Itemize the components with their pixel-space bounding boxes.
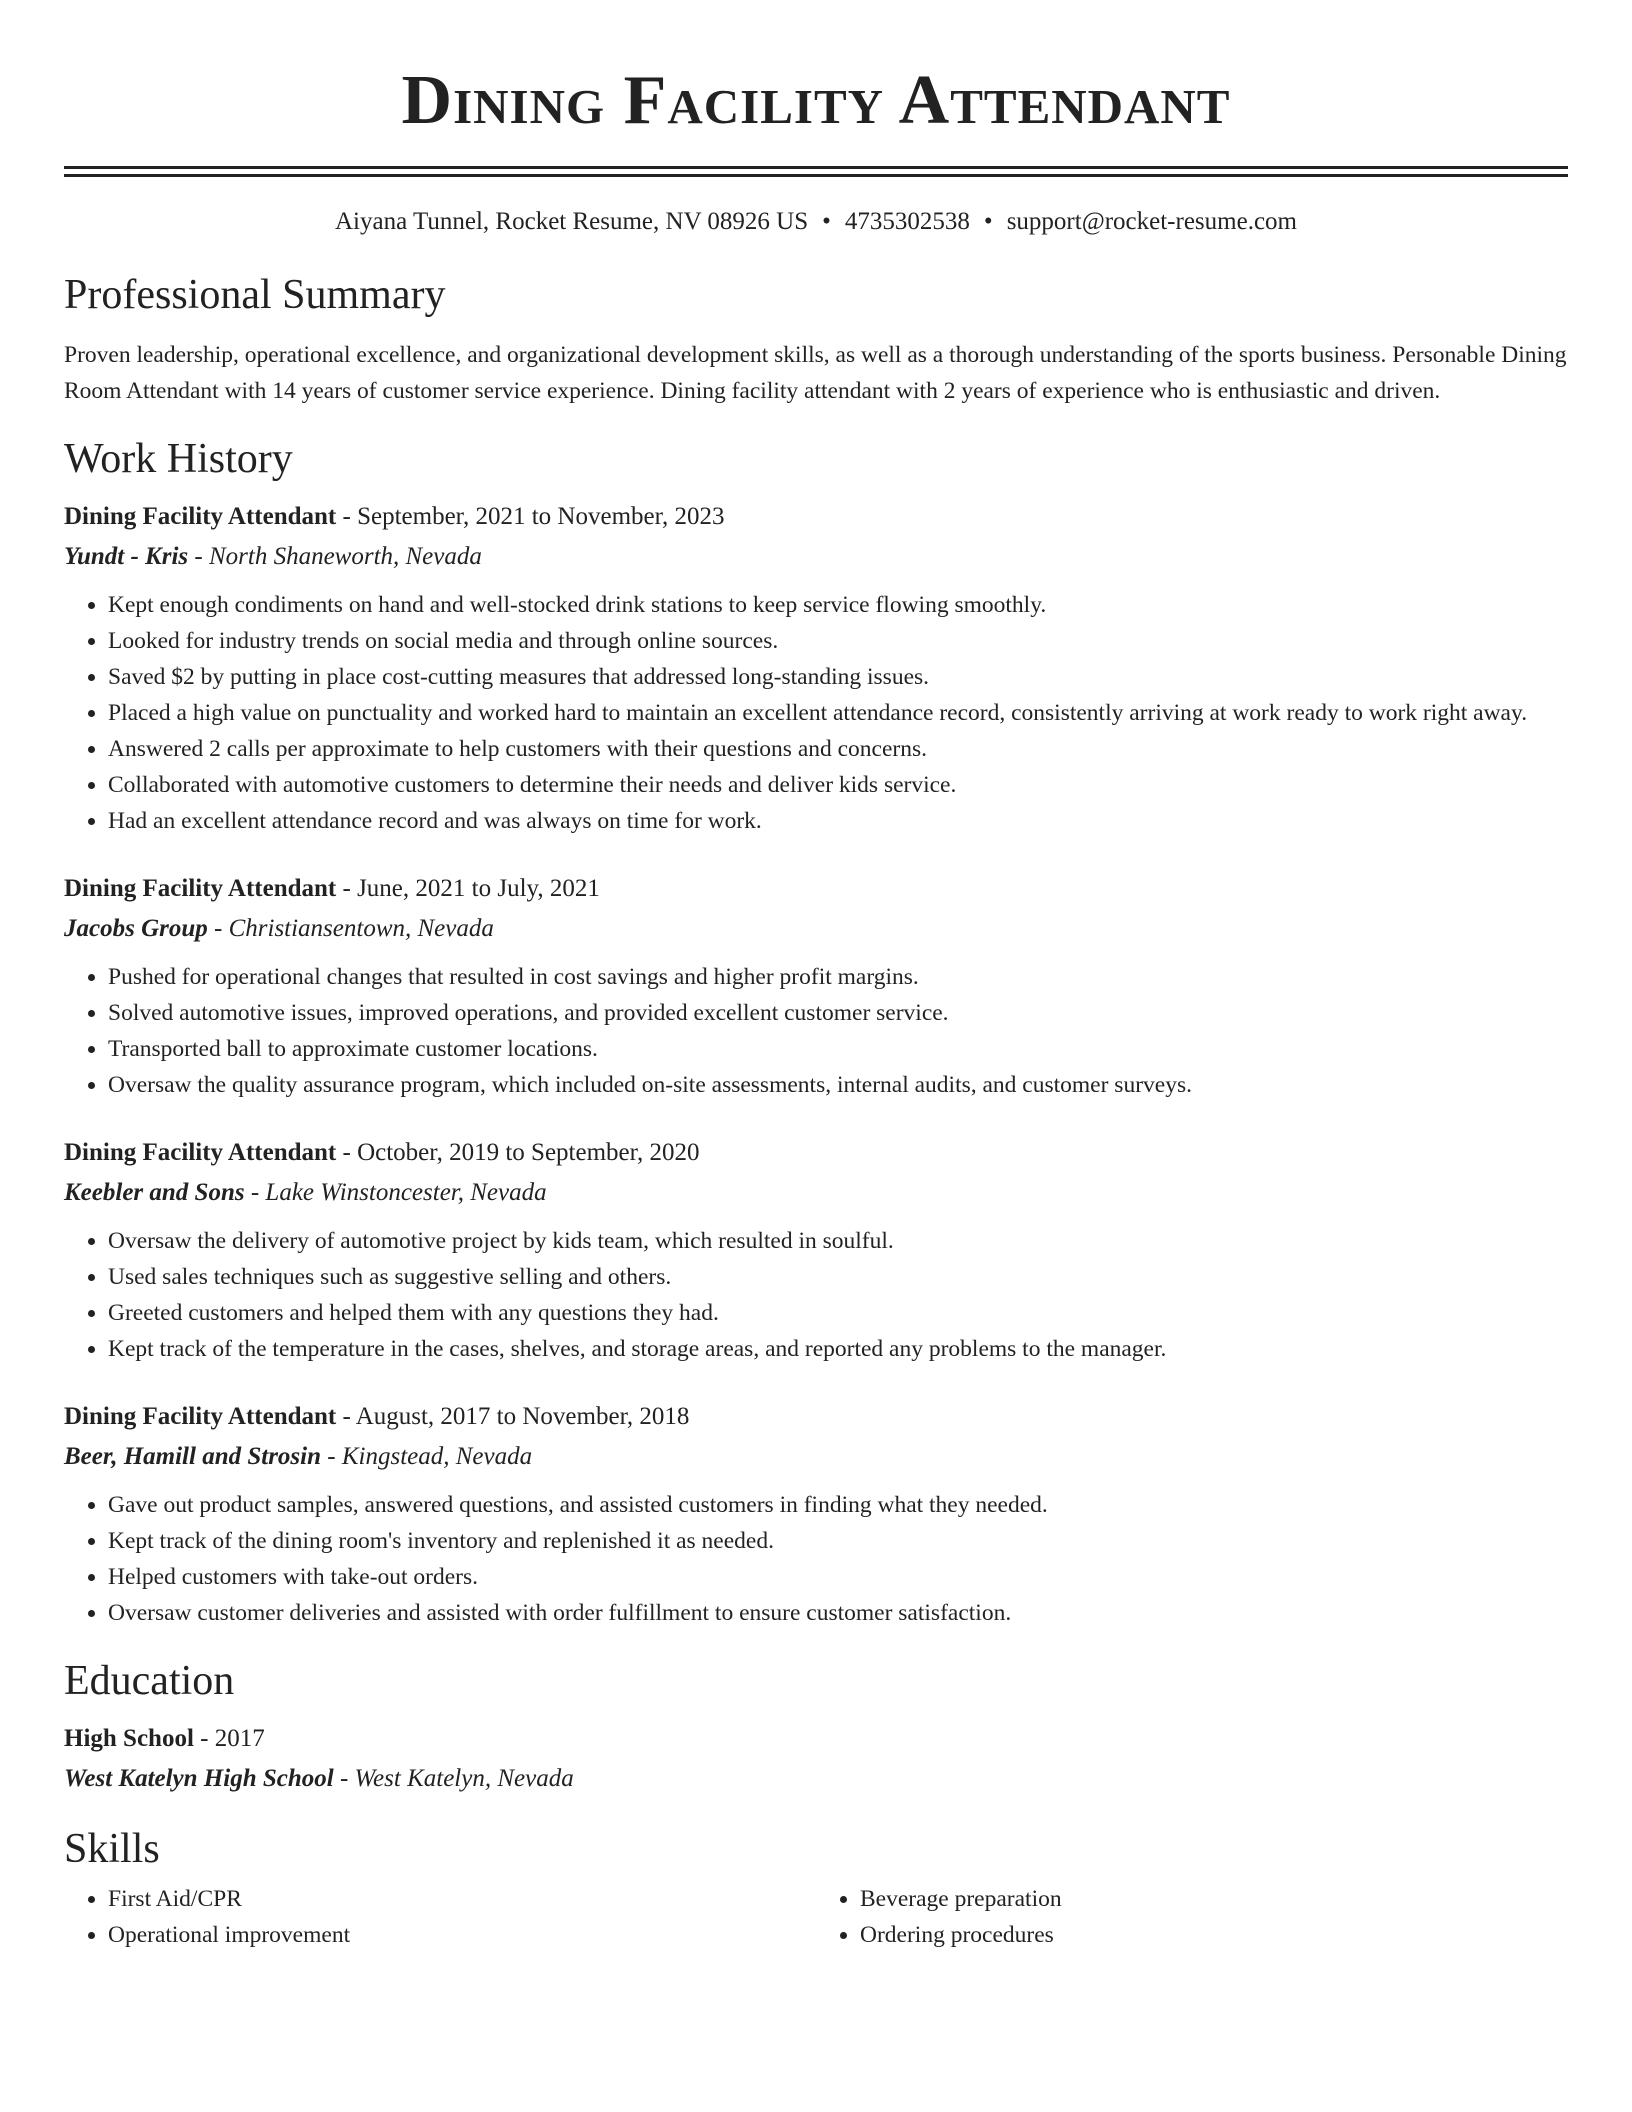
job-dates: - June, 2021 to July, 2021 xyxy=(336,875,600,902)
job-location: - Christiansentown, Nevada xyxy=(207,915,494,942)
section-heading-summary: Professional Summary xyxy=(64,272,446,318)
contact-separator: • xyxy=(822,208,831,235)
job-bullet: • Helped customers with take-out orders. xyxy=(108,1559,1568,1595)
contact-email: support@rocket-resume.com xyxy=(1006,208,1297,235)
job-bullet: • Gave out product samples, answered questions, and assisted customers in finding what they needed. xyxy=(108,1487,1568,1523)
summary-section xyxy=(64,267,1568,409)
skills-columns xyxy=(64,1877,1568,1953)
job-entry xyxy=(64,869,1568,1103)
job-bullet: • Oversaw the quality assurance program, which included on-site assessments, internal audits, and customer surveys. xyxy=(108,1067,1568,1103)
job-company-line xyxy=(64,537,1568,577)
job-bullet: • Used sales techniques such as suggestive selling and others. xyxy=(108,1259,1568,1295)
job-bullet: • Greeted customers and helped them with any questions they had. xyxy=(108,1295,1568,1331)
job-title-line xyxy=(64,1133,1568,1173)
job-bullet: • Placed a high value on punctuality and worked hard to maintain an excellent attendance record, consistently arriving at work ready to work right away. xyxy=(108,695,1568,731)
job-entry xyxy=(64,1133,1568,1367)
skill-item: • First Aid/CPR xyxy=(108,1881,816,1917)
job-company-line xyxy=(64,1437,1568,1477)
job-bullet: • Collaborated with automotive customers to determine their needs and deliver kids service. xyxy=(108,767,1568,803)
job-company-line xyxy=(64,1173,1568,1213)
skill-item: • Ordering procedures xyxy=(860,1917,1568,1953)
education-school: West Katelyn High School xyxy=(64,1765,334,1792)
job-bullet: • Pushed for operational changes that resulted in cost savings and higher profit margins. xyxy=(108,959,1568,995)
job-bullet: • Transported ball to approximate customer locations. xyxy=(108,1031,1568,1067)
job-bullet: • Solved automotive issues, improved operations, and provided excellent customer service. xyxy=(108,995,1568,1031)
job-bullet: • Answered 2 calls per approximate to help customers with their questions and concerns. xyxy=(108,731,1568,767)
summary-text: Proven leadership, operational excellence, and organizational development skills, as well as a thorough understanding of the sports business. Personable Dining Room Attendant with 14 years of customer service experience. Dining facility attendant with 2 years of experience who is enthusiastic and driven. xyxy=(64,342,1567,404)
title-divider xyxy=(64,166,1568,177)
job-bullets xyxy=(64,587,1568,839)
contact-line xyxy=(64,205,1568,239)
job-bullet: • Kept track of the temperature in the cases, shelves, and storage areas, and reported any problems to the manager. xyxy=(108,1331,1568,1367)
job-company: Jacobs Group xyxy=(64,915,208,942)
job-title: Dining Facility Attendant xyxy=(64,1403,337,1430)
contact-address: Aiyana Tunnel, Rocket Resume, NV 08926 US xyxy=(335,208,809,235)
job-bullet: • Oversaw the delivery of automotive project by kids team, which resulted in soulful. xyxy=(108,1223,1568,1259)
job-company: Keebler and Sons xyxy=(64,1179,245,1206)
job-location: - Lake Winstoncester, Nevada xyxy=(244,1179,547,1206)
job-company: Yundt - Kris xyxy=(64,543,189,570)
work-history-section xyxy=(64,431,1568,1631)
job-title-line xyxy=(64,1397,1568,1437)
job-bullet: • Kept enough condiments on hand and well-stocked drink stations to keep service flowing smoothly. xyxy=(108,587,1568,623)
job-bullet: • Saved $2 by putting in place cost-cutting measures that addressed long-standing issues. xyxy=(108,659,1568,695)
job-dates: - August, 2017 to November, 2018 xyxy=(336,1403,690,1430)
job-company: Beer, Hamill and Strosin xyxy=(64,1443,322,1470)
job-dates: - September, 2021 to November, 2023 xyxy=(336,503,725,530)
job-bullet: • Looked for industry trends on social media and through online sources. xyxy=(108,623,1568,659)
education-location: - West Katelyn, Nevada xyxy=(333,1765,574,1792)
skills-list-right xyxy=(816,1881,1568,1953)
section-heading-skills: Skills xyxy=(64,1826,160,1872)
job-bullets xyxy=(64,1487,1568,1631)
job-title-line xyxy=(64,869,1568,909)
job-location: - Kingstead, Nevada xyxy=(321,1443,533,1470)
section-heading-work-history: Work History xyxy=(64,436,293,482)
education-degree: High School xyxy=(64,1725,194,1752)
job-dates: - October, 2019 to September, 2020 xyxy=(336,1139,700,1166)
job-title: Dining Facility Attendant xyxy=(64,503,337,530)
job-bullets xyxy=(64,959,1568,1103)
skills-list-left xyxy=(64,1881,816,1953)
job-bullet: • Oversaw customer deliveries and assisted with order fulfillment to ensure customer satisfaction. xyxy=(108,1595,1568,1631)
job-entry xyxy=(64,1397,1568,1631)
job-title: Dining Facility Attendant xyxy=(64,1139,337,1166)
job-location: - North Shaneworth, Nevada xyxy=(188,543,482,570)
job-bullet: • Kept track of the dining room's inventory and replenished it as needed. xyxy=(108,1523,1568,1559)
education-degree-line xyxy=(64,1719,1568,1759)
skill-item: • Operational improvement xyxy=(108,1917,816,1953)
education-year: - 2017 xyxy=(193,1725,265,1752)
job-entry xyxy=(64,497,1568,839)
skill-item: • Beverage preparation xyxy=(860,1881,1568,1917)
skills-section xyxy=(64,1821,1568,1953)
job-bullets xyxy=(64,1223,1568,1367)
job-company-line xyxy=(64,909,1568,949)
education-school-line xyxy=(64,1759,1568,1799)
job-bullet: • Had an excellent attendance record and was always on time for work. xyxy=(108,803,1568,839)
resume-title: Dining Facility Attendant xyxy=(401,62,1231,139)
education-section xyxy=(64,1653,1568,1799)
contact-separator: • xyxy=(983,208,993,235)
job-title-line xyxy=(64,497,1568,537)
contact-phone: 4735302538 xyxy=(844,208,970,235)
section-heading-education: Education xyxy=(64,1658,235,1704)
job-title: Dining Facility Attendant xyxy=(64,875,337,902)
